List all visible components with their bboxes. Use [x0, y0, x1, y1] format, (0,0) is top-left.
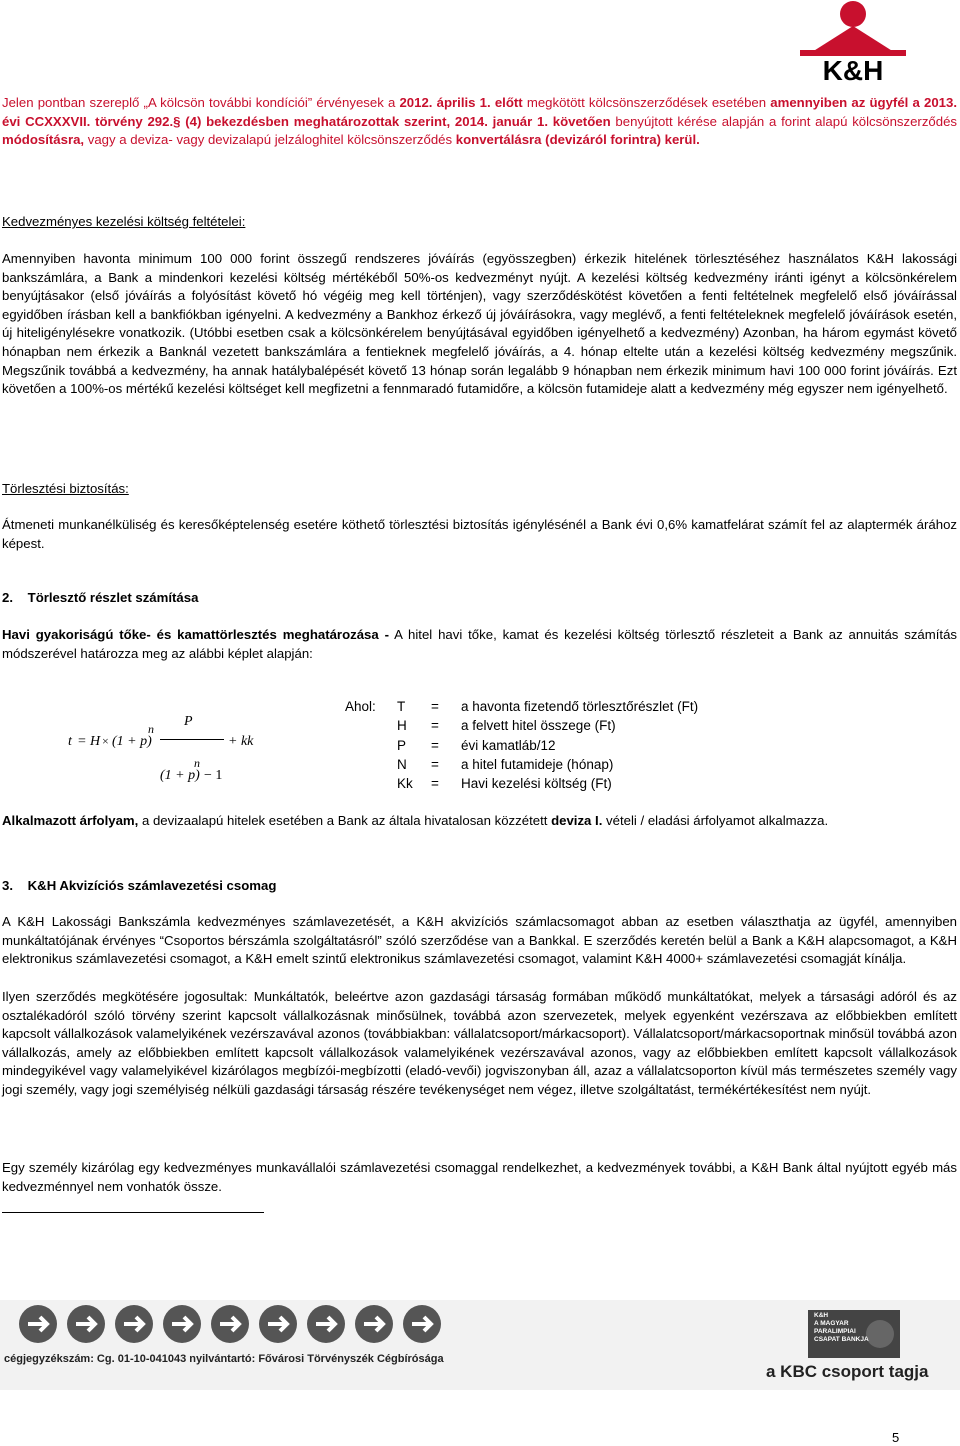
kedvezmeny-paragraph: Amennyiben havonta minimum 100 000 forint összegű rendszeres jóváírás (egyösszegben) érkezik hitelének törlesztéséhez használatos K&H lakossági bankszámlára, a Bank a mindenkori kezelési költség mértékéből 50%-os kedvezményt nyújt. A kezelési költség kedvezmény iránti igényt a kölcsönkérelem benyújtásakor (első jóváírás a folyósítást követő hó végéig meg kell történjen), vagy szerződéskötést követően a fenti feltételnek megfelelő első jóváírással egyidőben írásban kell a bankfiókban igényelni. A kedvezmény a Bankhoz érkező új jóváírásokra, vagy meglévő, a fenti feltételeknek megfelelő jóváírások esetén, új hiteligénylésekre vonatkozik. (Utóbbi esetben csak a kölcsönkérelem benyújtásával egyidőben igényelhető a kedvezmény) Azonban, ha három egymást követő hónapban nem érkezik a Banknál vezetett bankszámlára a fentieknek megfelelő jóváírás, a 4. hónap eltelte után a kezelési költség kedvezmény megszűnik. Megszűnik továbbá a kedvezmény, ha annak hatálybalépését követő 13 hónap során legalább 9 hónapban nem érkezik minimum havi 100 000 forint jóváírás. Ezt követően a 100%-os mértékű kezelési költséget kell megfizetni a fennmaradó futamidőre, a kölcsön futamideje alatt a kedvezmény még egyszer nem igényelhető.: [2, 251, 957, 397]
footer: [0, 1300, 960, 1390]
logo-mark-icon: [800, 1, 906, 56]
formula-definitions: Ahol: T = a havonta fizetendő törlesztőrészlet (Ft) H = a felvett hitel összege (Ft) P = évi kamatláb/12 N = a hitel futamideje (hónap) Kk = Havi kezelési költség (Ft): [345, 699, 699, 792]
footnote-rule: [2, 1212, 264, 1213]
section3-paragraph-2: Ilyen szerződés megkötésére jogosultak: Munkáltatók, beleértve azon gazdasági társaság formában működő munkáltatókat, melyek a társasági adóról és az osztalékadóról szóló törvény szerint kapcsolt vállalkozásnak minősülnek, továbbá azon szervezetek, melyek egyenként vezérszava az előbbiekben említett kapcsolt vállalkozások valamelyikének vezérszavával azonos (továbbiakban: vállalatcsoport/márkacsoport). Vállalatcsoport/márkacsoportnak minősül továbbá azon vállalkozás, amely az előbbiekben említett kapcsolt vállalkozások valamelyikének vezérszavával azonos, vagy az előbbiekben említett kapcsolt vállalkozások mindegyikével vagy valamelyikével kizárólagos megbízói-megbízotti (eladó-vevői) jogviszonyban áll, azaz a vállalatcsoporton kívül más természetes személy vagy jogi személy, vagy jogi személyiség nélküli gazdasági társaság részére tevékenységet nem végez, illetve szolgáltatást, termékértékesítést nem nyújt.: [2, 989, 957, 1097]
paralympic-figure-icon: [866, 1320, 894, 1348]
arrow-circles-icon: [19, 1305, 441, 1343]
arfolyam-paragraph: Alkalmazott árfolyam, a devizaalapú hitelek esetében a Bank az általa hivatalosan közzétett deviza I. vételi / eladási árfolyamot alkalmazza.: [2, 813, 829, 828]
paralympic-text: K&H A MAGYAR PARALIMPIAI CSAPAT BANKJA: [814, 1312, 869, 1343]
section3-paragraph-1: A K&H Lakossági Bankszámla kedvezményes számlavezetését, a K&H akvizíciós számlacsomagot abban az esetben választhatja az ügyfél, amennyiben munkáltatójának érvényes “Csoportos bérszámla szolgáltatásról” szóló szerződése van a Bankkal. E szerződés keretén belül a Bank a K&H alapcsomagot, a K&H elektronikus számlavezetési csomagot, a K&H emelt szintű elektronikus számlavezetési csomagot, valamint K&H 4000+ számlavezetési csomagját kínálja.: [2, 914, 957, 967]
fraction-bar: [160, 739, 224, 740]
kh-logo: [800, 0, 906, 82]
section3-heading: 3. K&H Akvizíciós számlavezetési csomag: [2, 878, 277, 893]
section2-paragraph: Havi gyakoriságú tőke- és kamattörlesztés meghatározása - A hitel havi tőke, kamat és kezelési költség törlesztő részleteit a Bank az annuitás számítás módszerével határozza meg az alábbi képlet alapján:: [2, 627, 958, 661]
section2-heading: 2. Törlesztő részlet számítása: [2, 590, 199, 605]
logo-text: K&H: [822, 55, 884, 82]
page-number: 5: [892, 1430, 900, 1445]
section3-paragraph-3: Egy személy kizárólag egy kedvezményes munkavállalói számlavezetési csomaggal rendelkezhet, a kedvezmények további, a K&H Bank által nyújtott egyéb más kedvezménnyel nem vonhatók össze.: [2, 1160, 957, 1194]
biztositas-paragraph: Átmeneti munkanélküliség és keresőképtelenség esetére köthető törlesztési biztosítás igénylésénél a Bank évi 0,6% kamatfelárat számít fel az alaptermék árához képest.: [2, 517, 957, 551]
kbc-group-text: a KBC csoport tagja: [766, 1362, 929, 1381]
biztositas-heading: Törlesztési biztosítás:: [2, 481, 129, 496]
annuity-formula: t = H × (1 + p) n P (1 + p) n − 1 + kk: [68, 714, 254, 783]
company-registry: cégjegyzékszám: Cg. 01-10-041043 nyilvántartó: Fővárosi Törvényszék Cégbírósága: [4, 1353, 444, 1365]
kedvezmeny-heading: Kedvezményes kezelési költség feltételei:: [2, 214, 246, 229]
intro-paragraph: Jelen pontban szereplő „A kölcsön további kondíciói” érvényesek a 2012. április 1. előtt megkötött kölcsönszerződések esetében amennyiben az ügyfél a 2013. évi CCXXXVII. törvény 292.§ (4) bekezdésben meghatározottak szerint, 2014. január 1. követően benyújtott kérése alapján a forint alapú kölcsönszerződés módosításra, vagy a deviza- vagy devizalapú jelzáloghitel kölcsönszerződés konvertálásra (devizáról forintra) kerül.: [2, 95, 958, 148]
